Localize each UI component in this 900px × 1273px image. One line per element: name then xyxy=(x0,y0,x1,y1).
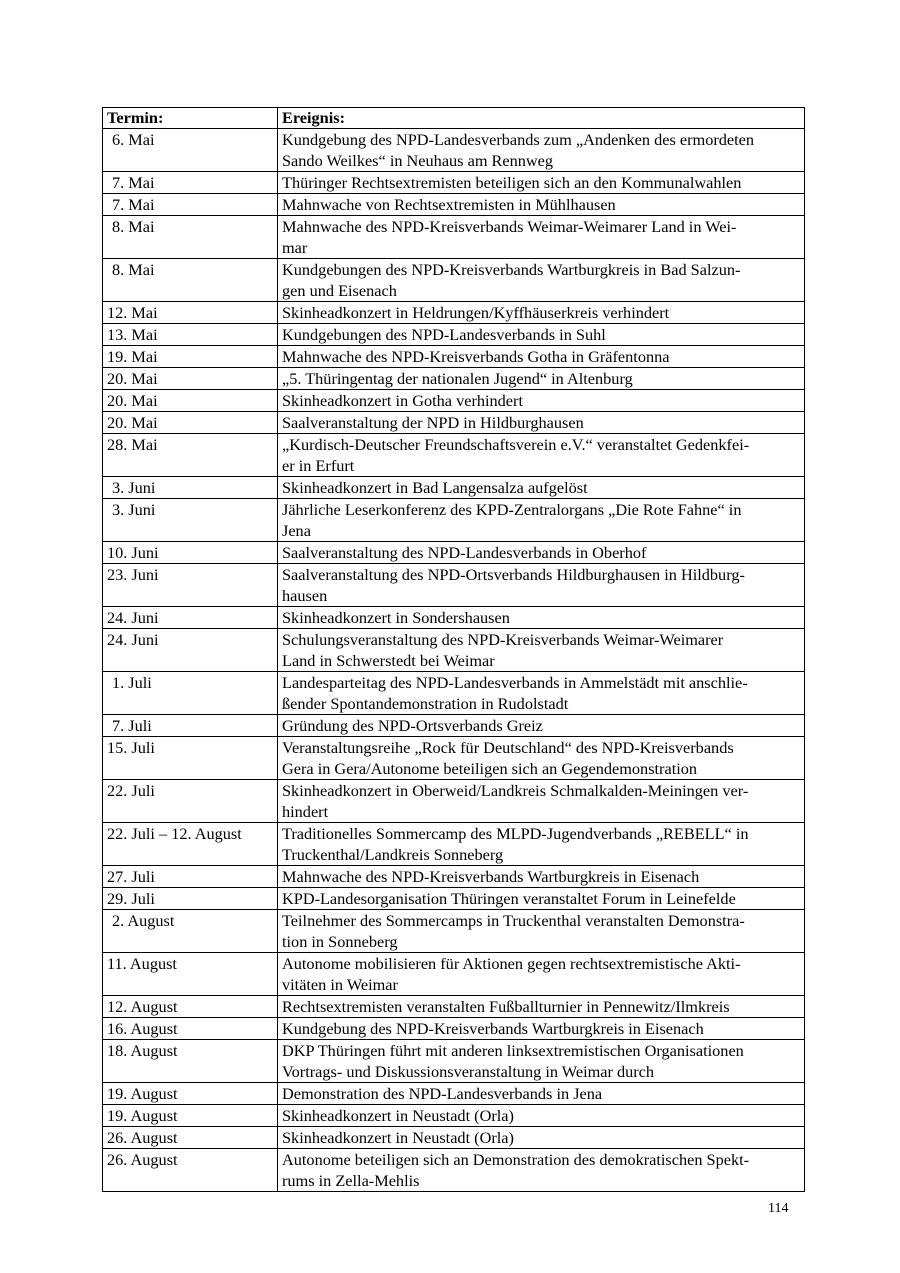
table-row xyxy=(103,346,805,368)
event-line: Jena xyxy=(282,521,311,540)
event-date: 8. Mai xyxy=(103,216,278,259)
event-description xyxy=(278,672,805,715)
table-row xyxy=(103,780,805,823)
event-line: KPD-Landesorganisation Thüringen veranstaltet Forum in Leinefelde xyxy=(282,889,736,908)
event-line: „5. Thüringentag der nationalen Jugend“ in Altenburg xyxy=(282,369,633,388)
event-description xyxy=(278,216,805,259)
event-line: Jährliche Leserkonferenz des KPD-Zentralorgans „Die Rote Fahne“ in xyxy=(282,500,742,519)
event-table xyxy=(102,107,805,1192)
event-line: Kundgebungen des NPD-Landesverbands in Suhl xyxy=(282,325,606,344)
event-date: 8. Mai xyxy=(103,259,278,302)
event-description xyxy=(278,629,805,672)
header-termin: Termin: xyxy=(103,108,278,129)
table-row xyxy=(103,1105,805,1127)
event-line: Mahnwache von Rechtsextremisten in Mühlhausen xyxy=(282,195,616,214)
event-line: Traditionelles Sommercamp des MLPD-Jugendverbands „REBELL“ in xyxy=(282,824,749,843)
event-line: Kundgebung des NPD-Landesverbands zum „Andenken des ermordeten xyxy=(282,130,755,149)
event-date: 23. Juni xyxy=(103,564,278,607)
event-line: Veranstaltungsreihe „Rock für Deutschland“ des NPD-Kreisverbands xyxy=(282,738,734,757)
event-line: tion in Sonneberg xyxy=(282,932,398,951)
event-description xyxy=(278,780,805,823)
event-description xyxy=(278,1040,805,1083)
table-row xyxy=(103,996,805,1018)
event-line: Skinheadkonzert in Sondershausen xyxy=(282,608,510,627)
table-row xyxy=(103,259,805,302)
table-header-row xyxy=(103,108,805,129)
event-line: rums in Zella-Mehlis xyxy=(282,1171,420,1190)
table-row xyxy=(103,629,805,672)
event-date: 12. Mai xyxy=(103,302,278,324)
table-row xyxy=(103,737,805,780)
event-description xyxy=(278,715,805,737)
event-date: 7. Mai xyxy=(103,172,278,194)
event-description xyxy=(278,434,805,477)
event-line: Autonome mobilisieren für Aktionen gegen rechtsextremistische Akti- xyxy=(282,954,741,973)
event-date: 12. August xyxy=(103,996,278,1018)
table-row xyxy=(103,302,805,324)
event-date: 11. August xyxy=(103,953,278,996)
event-date: 24. Juni xyxy=(103,607,278,629)
event-date: 19. August xyxy=(103,1105,278,1127)
table-row xyxy=(103,499,805,542)
table-row xyxy=(103,542,805,564)
event-description xyxy=(278,1105,805,1127)
event-description xyxy=(278,737,805,780)
table-row xyxy=(103,910,805,953)
event-line: Skinheadkonzert in Gotha verhindert xyxy=(282,391,523,410)
event-description xyxy=(278,953,805,996)
table-row xyxy=(103,672,805,715)
table-row xyxy=(103,866,805,888)
event-description xyxy=(278,499,805,542)
event-line: hausen xyxy=(282,586,328,605)
table-row xyxy=(103,953,805,996)
event-description xyxy=(278,346,805,368)
event-description xyxy=(278,259,805,302)
page-number: 114 xyxy=(768,1201,789,1216)
event-date: 24. Juni xyxy=(103,629,278,672)
event-line: Skinheadkonzert in Bad Langensalza aufgelöst xyxy=(282,478,588,497)
event-date: 18. August xyxy=(103,1040,278,1083)
event-date: 26. August xyxy=(103,1149,278,1192)
event-description xyxy=(278,1149,805,1192)
table-row xyxy=(103,715,805,737)
event-line: Landesparteitag des NPD-Landesverbands in Ammelstädt mit anschlie- xyxy=(282,673,748,692)
event-line: Saalveranstaltung des NPD-Landesverbands in Oberhof xyxy=(282,543,647,562)
event-date: 1. Juli xyxy=(103,672,278,715)
event-date: 20. Mai xyxy=(103,390,278,412)
event-date: 22. Juli xyxy=(103,780,278,823)
table-row xyxy=(103,324,805,346)
event-description xyxy=(278,324,805,346)
event-description xyxy=(278,302,805,324)
table-row xyxy=(103,129,805,172)
event-date: 7. Juli xyxy=(103,715,278,737)
event-description xyxy=(278,910,805,953)
event-description xyxy=(278,996,805,1018)
event-line: Kundgebungen des NPD-Kreisverbands Wartburgkreis in Bad Salzun- xyxy=(282,260,741,279)
event-line: Saalveranstaltung des NPD-Ortsverbands Hildburghausen in Hildburg- xyxy=(282,565,745,584)
event-date: 16. August xyxy=(103,1018,278,1040)
event-date: 19. August xyxy=(103,1083,278,1105)
event-description xyxy=(278,888,805,910)
event-description xyxy=(278,368,805,390)
event-line: Mahnwache des NPD-Kreisverbands Weimar-Weimarer Land in Wei- xyxy=(282,217,737,236)
event-date: 28. Mai xyxy=(103,434,278,477)
event-description xyxy=(278,542,805,564)
event-date: 26. August xyxy=(103,1127,278,1149)
event-description xyxy=(278,1018,805,1040)
event-date: 3. Juni xyxy=(103,477,278,499)
event-date: 27. Juli xyxy=(103,866,278,888)
event-line: Truckenthal/Landkreis Sonneberg xyxy=(282,845,504,864)
event-description xyxy=(278,477,805,499)
table-row xyxy=(103,368,805,390)
event-line: Teilnehmer des Sommercamps in Truckenthal veranstalten Demonstra- xyxy=(282,911,745,930)
event-line: Sando Weilkes“ in Neuhaus am Rennweg xyxy=(282,151,554,170)
event-line: Skinheadkonzert in Heldrungen/Kyffhäuserkreis verhindert xyxy=(282,303,670,322)
event-line: „Kurdisch-Deutscher Freundschaftsverein e.V.“ veranstaltet Gedenkfei- xyxy=(282,435,750,454)
event-line: Skinheadkonzert in Oberweid/Landkreis Schmalkalden-Meiningen ver- xyxy=(282,781,749,800)
event-line: Mahnwache des NPD-Kreisverbands Wartburgkreis in Eisenach xyxy=(282,867,700,886)
table-row xyxy=(103,888,805,910)
table-row xyxy=(103,564,805,607)
event-date: 3. Juni xyxy=(103,499,278,542)
event-date: 13. Mai xyxy=(103,324,278,346)
event-line: Thüringer Rechtsextremisten beteiligen sich an den Kommunalwahlen xyxy=(282,173,742,192)
table-row xyxy=(103,1040,805,1083)
event-description xyxy=(278,1127,805,1149)
event-description xyxy=(278,129,805,172)
event-line: Mahnwache des NPD-Kreisverbands Gotha in Gräfentonna xyxy=(282,347,670,366)
event-line: Skinheadkonzert in Neustadt (Orla) xyxy=(282,1106,514,1125)
event-description xyxy=(278,194,805,216)
table-row xyxy=(103,477,805,499)
event-line: Gründung des NPD-Ortsverbands Greiz xyxy=(282,716,543,735)
event-date: 29. Juli xyxy=(103,888,278,910)
event-line: Kundgebung des NPD-Kreisverbands Wartburgkreis in Eisenach xyxy=(282,1019,704,1038)
table-row xyxy=(103,434,805,477)
table-row xyxy=(103,216,805,259)
event-date: 2. August xyxy=(103,910,278,953)
event-date: 6. Mai xyxy=(103,129,278,172)
event-line: Land in Schwerstedt bei Weimar xyxy=(282,651,495,670)
event-description xyxy=(278,607,805,629)
table-row xyxy=(103,1083,805,1105)
event-line: Skinheadkonzert in Neustadt (Orla) xyxy=(282,1128,514,1147)
event-line: gen und Eisenach xyxy=(282,281,397,300)
table-row xyxy=(103,412,805,434)
event-line: Autonome beteiligen sich an Demonstration des demokratischen Spekt- xyxy=(282,1150,750,1169)
event-line: ßender Spontandemonstration in Rudolstadt xyxy=(282,694,569,713)
event-description xyxy=(278,866,805,888)
event-line: hindert xyxy=(282,802,329,821)
event-line: vitäten in Weimar xyxy=(282,975,398,994)
event-description xyxy=(278,172,805,194)
event-line: Vortrags- und Diskussionsveranstaltung in Weimar durch xyxy=(282,1062,655,1081)
event-line: Schulungsveranstaltung des NPD-Kreisverbands Weimar-Weimarer xyxy=(282,630,724,649)
event-date: 22. Juli – 12. August xyxy=(103,823,278,866)
event-date: 10. Juni xyxy=(103,542,278,564)
event-line: mar xyxy=(282,238,308,257)
event-date: 20. Mai xyxy=(103,368,278,390)
event-line: er in Erfurt xyxy=(282,456,355,475)
event-line: Demonstration des NPD-Landesverbands in Jena xyxy=(282,1084,603,1103)
event-line: Rechtsextremisten veranstalten Fußballturnier in Pennewitz/Ilmkreis xyxy=(282,997,730,1016)
event-description xyxy=(278,412,805,434)
event-description xyxy=(278,823,805,866)
event-date: 20. Mai xyxy=(103,412,278,434)
event-table-body xyxy=(103,129,805,1192)
table-row xyxy=(103,172,805,194)
table-row xyxy=(103,823,805,866)
table-row xyxy=(103,1149,805,1192)
table-row xyxy=(103,1018,805,1040)
event-description xyxy=(278,1083,805,1105)
table-row xyxy=(103,194,805,216)
event-line: Gera in Gera/Autonome beteiligen sich an Gegendemonstration xyxy=(282,759,698,778)
table-row xyxy=(103,607,805,629)
table-row xyxy=(103,390,805,412)
event-line: DKP Thüringen führt mit anderen linksextremistischen Organisationen xyxy=(282,1041,744,1060)
table-row xyxy=(103,1127,805,1149)
event-description xyxy=(278,564,805,607)
event-date: 7. Mai xyxy=(103,194,278,216)
event-line: Saalveranstaltung der NPD in Hildburghausen xyxy=(282,413,584,432)
header-ereignis: Ereignis: xyxy=(278,108,805,129)
event-description xyxy=(278,390,805,412)
event-date: 19. Mai xyxy=(103,346,278,368)
event-date: 15. Juli xyxy=(103,737,278,780)
